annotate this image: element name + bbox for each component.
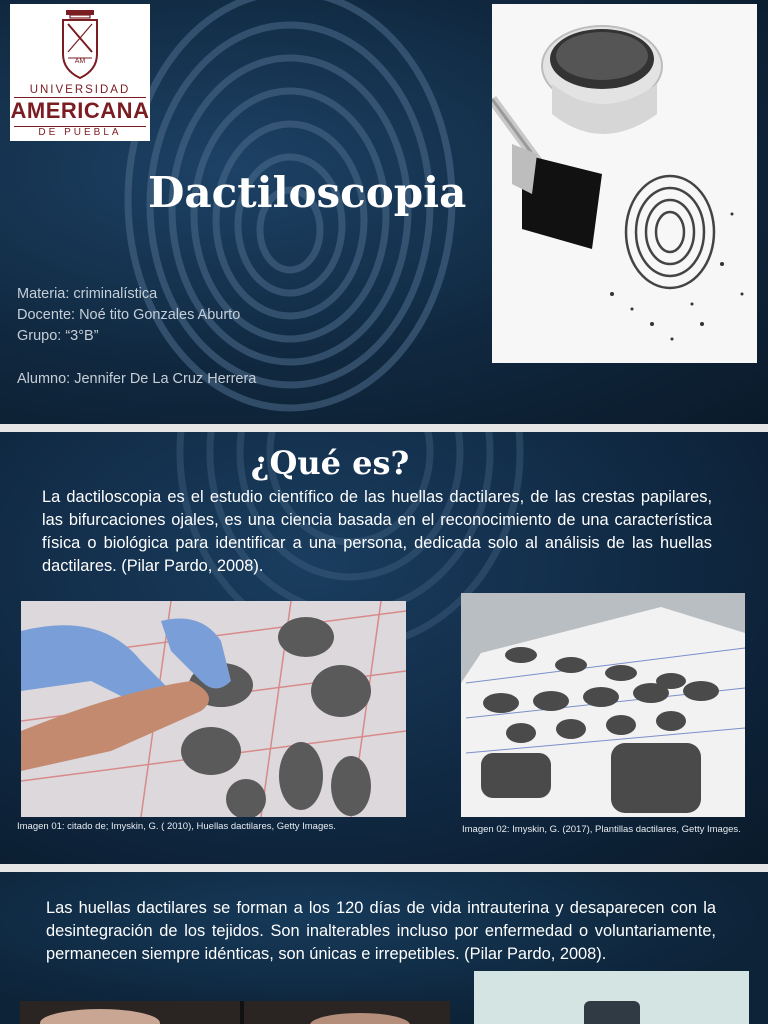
fingerprint-template-image bbox=[461, 593, 745, 817]
formation-paragraph: Las huellas dactilares se forman a los 120 días de vida intrauterina y desaparecen con la desintegración de los tejidos. Son inalterables incluso por enfermedad o voluntariamente, permanecen siempre idénticas, son únicas e irrepetibles. (Pilar Pardo, 2008). bbox=[46, 899, 716, 963]
page-title: Dactiloscopia bbox=[148, 168, 467, 217]
info-alumno: Alumno: Jennifer De La Cruz Herrera bbox=[17, 371, 257, 387]
info-grupo: Grupo: “3°B” bbox=[17, 328, 99, 344]
crest-initials: AM bbox=[74, 58, 86, 65]
info-materia: Materia: criminalística bbox=[17, 286, 158, 302]
slide-separator bbox=[0, 424, 768, 432]
definition-paragraph: La dactiloscopia es el estudio científico de las huellas dactilares, de las crestas papilares, las bifurcaciones ojales, es una ciencia basada en el reconocimiento de una característica física o biológica para identificar a una persona, dedicada solo al análisis de las huellas dactilares. (Pilar Pardo, 2008). bbox=[42, 488, 712, 575]
slide-separator bbox=[0, 864, 768, 872]
section-title-que-es: ¿Qué es? bbox=[250, 444, 410, 482]
logo-line-puebla: DE PUEBLA bbox=[38, 127, 122, 138]
fingerprint-card-image bbox=[21, 601, 406, 817]
logo-rule-top bbox=[14, 97, 146, 98]
info-docente: Docente: Noé tito Gonzales Aburto bbox=[17, 307, 241, 323]
university-logo bbox=[10, 4, 150, 141]
crest-icon bbox=[60, 8, 100, 80]
logo-line-universidad: UNIVERSIDAD bbox=[29, 84, 131, 96]
slide-title bbox=[0, 0, 768, 424]
powder-brush-image bbox=[492, 4, 757, 363]
phone-scanner-image bbox=[474, 971, 749, 1024]
image2-caption: Imagen 02: Imyskin, G. (2017), Plantillas dactilares, Getty Images. bbox=[462, 824, 741, 835]
image1-caption: Imagen 01: citado de; Imyskin, G. ( 2010), Huellas dactilares, Getty Images. bbox=[17, 821, 336, 832]
logo-line-americana: AMERICANA bbox=[10, 98, 150, 123]
fingers-image bbox=[20, 1001, 450, 1024]
